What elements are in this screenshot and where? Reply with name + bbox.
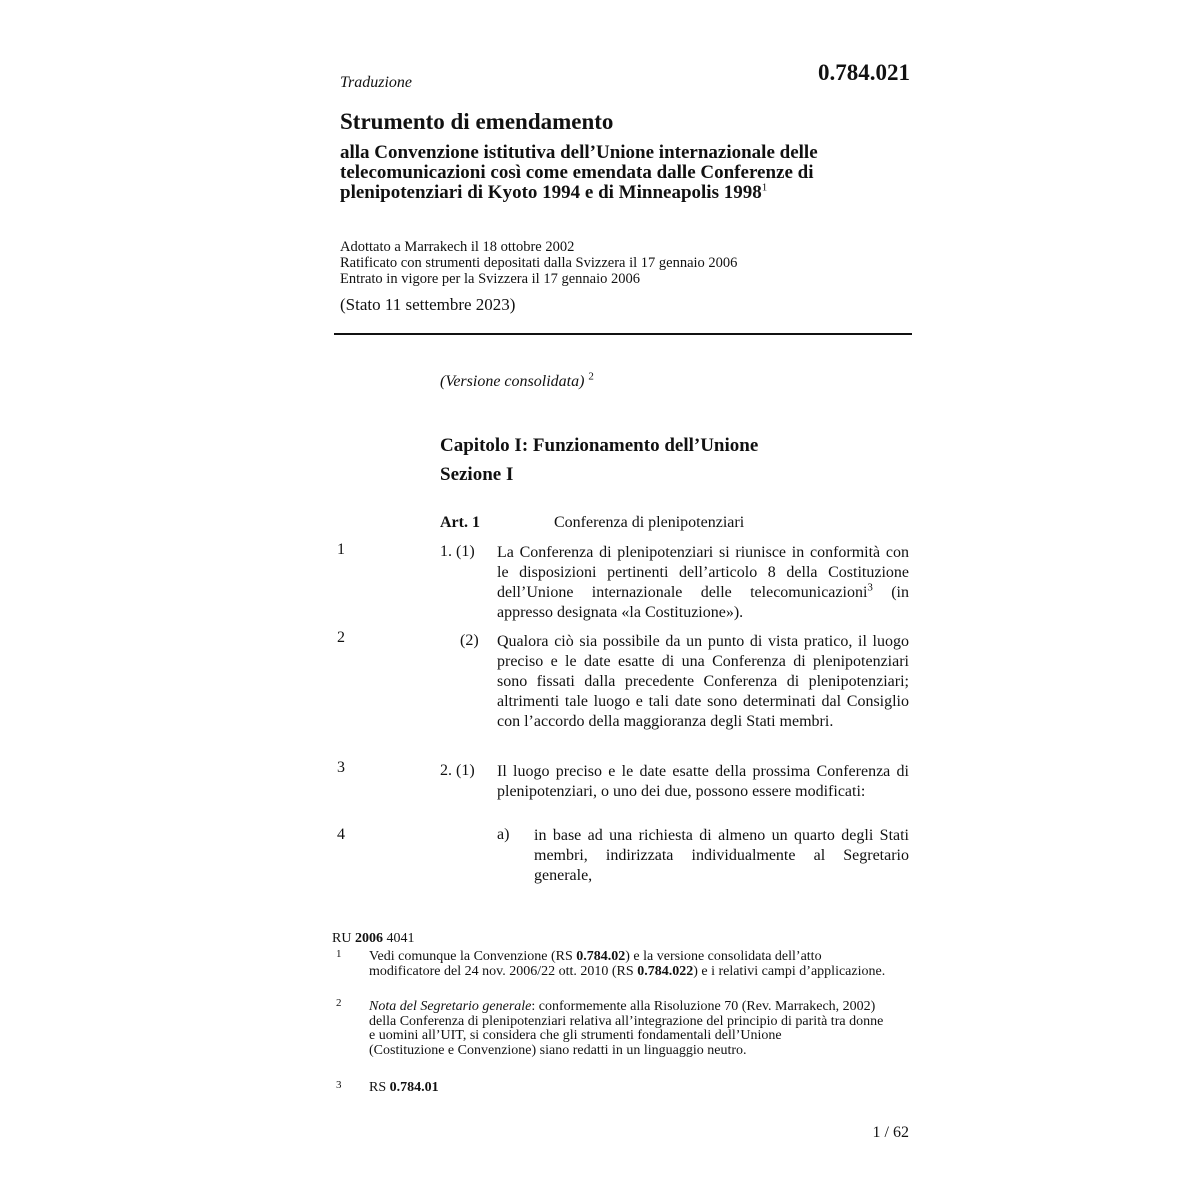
adopted-line: Adottato a Marrakech il 18 ottobre 2002 (340, 239, 575, 255)
paragraph-text: Qualora ciò sia possibile da un punto di vista pratico, il luogo preciso e le date esatte di una Conferenza di plenipotenziari sono fissati dalla precedente Conferenza di plenipotenziari; altrimenti tale luogo e tali date sono determinati dal Consiglio con l’accordo della maggioranza degli Stati membri. (497, 633, 909, 730)
subtitle-text: alla Convenzione istitutiva dell’Unione internazionale delle telecomunicazioni così come emendata dalle Conferenze di plenipotenziari di Kyoto 1994 e di Minneapolis 1998 (340, 142, 818, 203)
official-compilation-ref (332, 931, 414, 947)
paragraph-label: (2) (460, 632, 479, 649)
footnote-part: Vedi comunque la Convenzione (RS (369, 949, 577, 964)
article-title: Conferenza di plenipotenziari (554, 514, 745, 531)
ratified-line: Ratificato con strumenti depositati dalla Svizzera il 17 gennaio 2006 (340, 255, 738, 271)
footnote-link[interactable]: 0.784.022 (637, 963, 694, 979)
consolidated-version-label (440, 370, 594, 391)
consolidated-text: (Versione consolidata) (440, 373, 585, 390)
margin-number: 3 (337, 759, 345, 776)
footnote-ref-3[interactable]: 3 (867, 581, 873, 594)
sr-number: 0.784.021 (818, 60, 910, 85)
margin-number: 4 (337, 826, 345, 843)
header-divider (334, 333, 912, 335)
footnote-link[interactable]: 0.784.01 (389, 1080, 439, 1095)
section-heading: Sezione I (440, 464, 514, 485)
footnote-link[interactable]: 0.784.02 (576, 949, 626, 964)
ru-page: 4041 (382, 931, 415, 946)
document-title: Strumento di emendamento (340, 109, 614, 134)
ru-year: 2006 (354, 931, 383, 946)
chapter-heading: Capitolo I: Funzionamento dell’Unione (440, 435, 759, 456)
subparagraph-label: a) (497, 826, 510, 843)
status-date: (Stato 11 settembre 2023) (340, 295, 516, 314)
translation-label: Traduzione (340, 74, 413, 91)
footnote-ref-2[interactable]: 2 (588, 370, 594, 383)
footnote-part: (Costituzione e Convenzione) siano redatti in un linguaggio neutro. (369, 1042, 747, 1058)
footnote-number: 2 (336, 997, 342, 1009)
footnote-text (369, 950, 889, 979)
article-number: Art. 1 (440, 514, 480, 531)
in-force-line: Entrato in vigore per la Svizzera il 17 gennaio 2006 (340, 271, 640, 287)
footnote-ref-1[interactable]: 1 (761, 181, 768, 194)
footnote-number: 1 (336, 948, 342, 960)
footnote-text (369, 1000, 889, 1058)
paragraph-text (497, 543, 909, 623)
paragraph-label: 1. (1) (440, 543, 475, 560)
footnote-part: RS (369, 1080, 390, 1095)
paragraph-text: Il luogo preciso e le date esatte della prossima Conferenza di plenipotenziari, o uno dei due, possono essere modificati: (497, 763, 909, 800)
footnote-text (369, 1081, 889, 1096)
footnote-part: ) e la versione consolidata dell’atto modificatore del 24 nov. 2006/22 ott. 2010 (RS (369, 949, 822, 979)
ru-prefix: RU (332, 931, 355, 946)
subparagraph-text: in base ad una richiesta di almeno un quarto degli Stati membri, indirizzata individualmente al Segretario generale, (534, 827, 909, 884)
page-number: 1 / 62 (872, 1124, 909, 1141)
footnote-part: : conformemente alla Risoluzione 70 (Rev. Marrakech, 2002) della Conferenza di plenipotenziari relativa all’integrazione del principio di parità tra donne e uomini all’UIT, si considera che gli strumenti fondamentali dell’Unione (369, 999, 884, 1043)
footnote-part: ) e i relativi campi d’applicazione. (693, 963, 886, 979)
footnote-italic: Nota del Segretario generale (369, 999, 532, 1014)
paragraph-label: 2. (1) (440, 762, 475, 779)
adoption-info (340, 239, 737, 287)
margin-number: 1 (337, 541, 345, 558)
paragraph-text-part: (in appresso designata «la Costituzione»). (497, 584, 909, 621)
paragraph-text-part: La Conferenza di plenipotenziari si riunisce in conformità con le disposizioni pertinenti dell’articolo 8 della Costituzione dell’Unione internazionale delle telecomunicazioni (497, 544, 909, 601)
footnote-number: 3 (336, 1079, 342, 1091)
margin-number: 2 (337, 629, 345, 646)
document-subtitle (340, 143, 880, 203)
